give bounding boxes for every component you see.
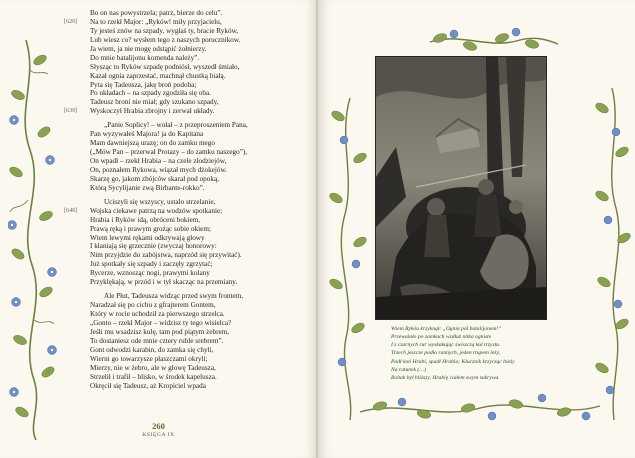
- verse-line: [90, 89, 310, 98]
- verse-line: [90, 148, 310, 157]
- caption-line: Przewalało po zamkach wzdłuż nitka ogniste: [391, 334, 492, 341]
- verse-line: [90, 36, 310, 45]
- verse-text: I kłaniają się grzecznie (zwyczaj honorowy:: [90, 242, 217, 251]
- illustration-caption: [391, 325, 551, 382]
- verse-line: [90, 184, 310, 193]
- verse-text: Ale Płut, Tadeusza widząc przed swym frontem,: [104, 292, 244, 301]
- verse-line: [90, 292, 310, 301]
- verse-line: [90, 251, 310, 260]
- verse-text: Przyklękają, w przód i w tył skacząc na przemiany.: [90, 278, 238, 287]
- verse-text: Wojska ciekawe patrzą na wodzów spotkanie;: [90, 206, 223, 215]
- verse-text: Naradzał się po cichu z gfrajterem Gontem,: [90, 301, 216, 310]
- line-number: [640]: [64, 206, 78, 214]
- verse-line: [90, 166, 310, 175]
- verse-text: Pan wyzywałeś Majora! ja do Kapitana: [90, 130, 204, 139]
- verse-text: Mam dawniejszą urazę; on do zamku mego: [90, 139, 215, 148]
- engraving-illustration: [375, 56, 547, 320]
- caption-line: Robak był bliższy, Hrabię ciałem swym zakrywa.: [391, 374, 500, 381]
- page-number: 260: [152, 421, 165, 431]
- verse-line: [90, 45, 310, 54]
- verse-line: [90, 346, 310, 355]
- caption-line: Trzech jeszcze padło rannych, jeden trupem leży,: [391, 350, 501, 357]
- verse-text: „Gonto – rzekł Major – widzisz ty tego wisielca?: [90, 318, 232, 327]
- verse-line: [90, 278, 310, 287]
- verse-line: [90, 98, 310, 107]
- verse-line: [90, 355, 310, 364]
- verse-text: Hrabia i Ryków idą, obróceni bokiem,: [90, 215, 201, 224]
- verse-text: Bo on nas powystrzela; patrz, bierze do celu”.: [90, 9, 223, 17]
- verse-line: [90, 373, 310, 382]
- page-footer: [0, 421, 317, 438]
- verse-line: [90, 382, 310, 391]
- verse-line: [90, 175, 310, 184]
- right-page: [318, 0, 635, 458]
- verse-text: („Mów Pan – przerwał Protazy – do zamku naszego”),: [90, 148, 248, 157]
- caption-line: I z czarnych rur wyskakując świszczą kul trzystu.: [391, 342, 501, 349]
- verse-text: Lub wiesz co? wysłem tego z naszych porucznikow.: [90, 35, 241, 44]
- verse-text: Skarzę go, jakom zbójców skarał pod opoką,: [90, 174, 219, 183]
- verse-text: „Panie Soplicy! – wołał – z przeproszeniem Pana,: [104, 121, 248, 130]
- verse-text: Rycerze, wznosząc nogi, prawymi kolany: [90, 269, 210, 278]
- caption-line: Wtem Rykóu krzyknął: „Ognia pól batalijonem!”: [391, 326, 502, 332]
- verse-text: Uciszyli się wszyscy, ustało strzelanie,: [104, 197, 216, 206]
- verse-text: Strzelił i trafił – blisko, w środek kapelusza.: [90, 372, 217, 381]
- verse-line: [90, 269, 310, 278]
- verse-text: Ty jesteś znów na szpady, wygłaś ty, bracie Ryków,: [90, 26, 239, 35]
- verse-text: To dostaniesz ode mnie cztery ruble srebrem”.: [90, 336, 224, 345]
- verse-line: [90, 130, 310, 139]
- verse-text: Nim przyjdzie do zabójstwa, naprzód się przywitać).: [90, 251, 242, 260]
- verse-line: [90, 225, 310, 234]
- verse-line: [90, 157, 310, 166]
- verse-text: Którą Sycylijanie zwą Birbante-rokko”.: [90, 183, 205, 192]
- line-number: [620]: [64, 17, 78, 25]
- verse-line: [90, 81, 310, 90]
- verse-line: [90, 139, 310, 148]
- verse-line: [90, 63, 310, 72]
- verse-text: Który w rocie uchodził za pierwszego strzelca.: [90, 310, 225, 318]
- verse-line: [90, 242, 310, 251]
- verse-text: Już spotkały się szpady i zaczęły zgrzytać;: [90, 260, 213, 269]
- verse-text: Po układach – na szpady zgodziła się oba.: [90, 89, 211, 98]
- verse-text: Tadeusz broni nie miał; gdy szukano szpady,: [90, 98, 219, 107]
- verse-line: [90, 9, 310, 18]
- verse-text: Do mnie batalijonu komenda należy”.: [90, 53, 200, 62]
- caption-line: Na ratunek (…): [391, 366, 427, 373]
- verse-text: Prawą ręką i prawym grożąc sobie okiem;: [90, 224, 211, 233]
- verse-text: Wtem lewymi rękami odkrywają głowy: [90, 233, 205, 242]
- verse-text: Pyta się Tadeusza, jakę broń podoba;: [90, 80, 197, 89]
- verse-text: Wyskoczył Hrabia zbrojny i zerwał układy.: [90, 107, 215, 116]
- verse-line: [90, 337, 310, 346]
- verse-line: [64, 206, 310, 216]
- verse-line: [90, 27, 310, 36]
- poem-text: [64, 9, 310, 390]
- verse-text: Ja wiem, ja nie mogę odstąpić żołnierzy.: [90, 44, 207, 53]
- verse-text: Gont odwodzi karabin, do zamka się chyli,: [90, 345, 214, 354]
- verse-text: Jeśli mu wsadzisz kulę, tam pod piątym żebrem,: [90, 327, 230, 336]
- line-number: [630]: [64, 107, 78, 115]
- vine-border-icon: [8, 40, 60, 440]
- verse-line: [90, 216, 310, 225]
- verse-line: [90, 121, 310, 130]
- verse-text: Mierzy, nie w żebro, ale w głowę Tadeusza,: [90, 363, 216, 372]
- verse-text: On, poznałem Rykowa, wiązał mych dżokejów.: [90, 165, 227, 174]
- verse-line: [90, 310, 310, 319]
- verse-line: [90, 319, 310, 328]
- verse-text: Wierni go towarzysze płaszczami okryli;: [90, 354, 208, 363]
- verse-line: [90, 301, 310, 310]
- running-head: KSIĘGA IX: [142, 432, 175, 438]
- verse-text: Okręcił się Tadeusz, aż Kropiciel wpada: [90, 381, 206, 390]
- verse-line: [90, 260, 310, 269]
- verse-line: [64, 17, 310, 27]
- verse-line: [90, 72, 310, 81]
- verse-line: [64, 107, 310, 116]
- caption-line: Padł koń Hrabi, spadł Hrabia; Kłucznik krzycząc bieży: [391, 358, 515, 365]
- verse-text: Kazał ognia zaprzestać, machnął chustką białą.: [90, 71, 226, 80]
- verse-line: [90, 54, 310, 63]
- verse-line: [90, 364, 310, 373]
- left-page: [0, 0, 317, 458]
- verse-line: [90, 198, 310, 207]
- verse-text: Słysząc to Ryków szpadę podniósł, wyszedł śmiało,: [90, 62, 240, 71]
- verse-line: [90, 234, 310, 243]
- verse-text: On wpadł – rzekł Hrabia – na czele złodziejów,: [90, 157, 227, 165]
- verse-text: Na to rzekł Major: „Ryków! miły przyjacielu,: [90, 17, 222, 26]
- verse-line: [90, 328, 310, 337]
